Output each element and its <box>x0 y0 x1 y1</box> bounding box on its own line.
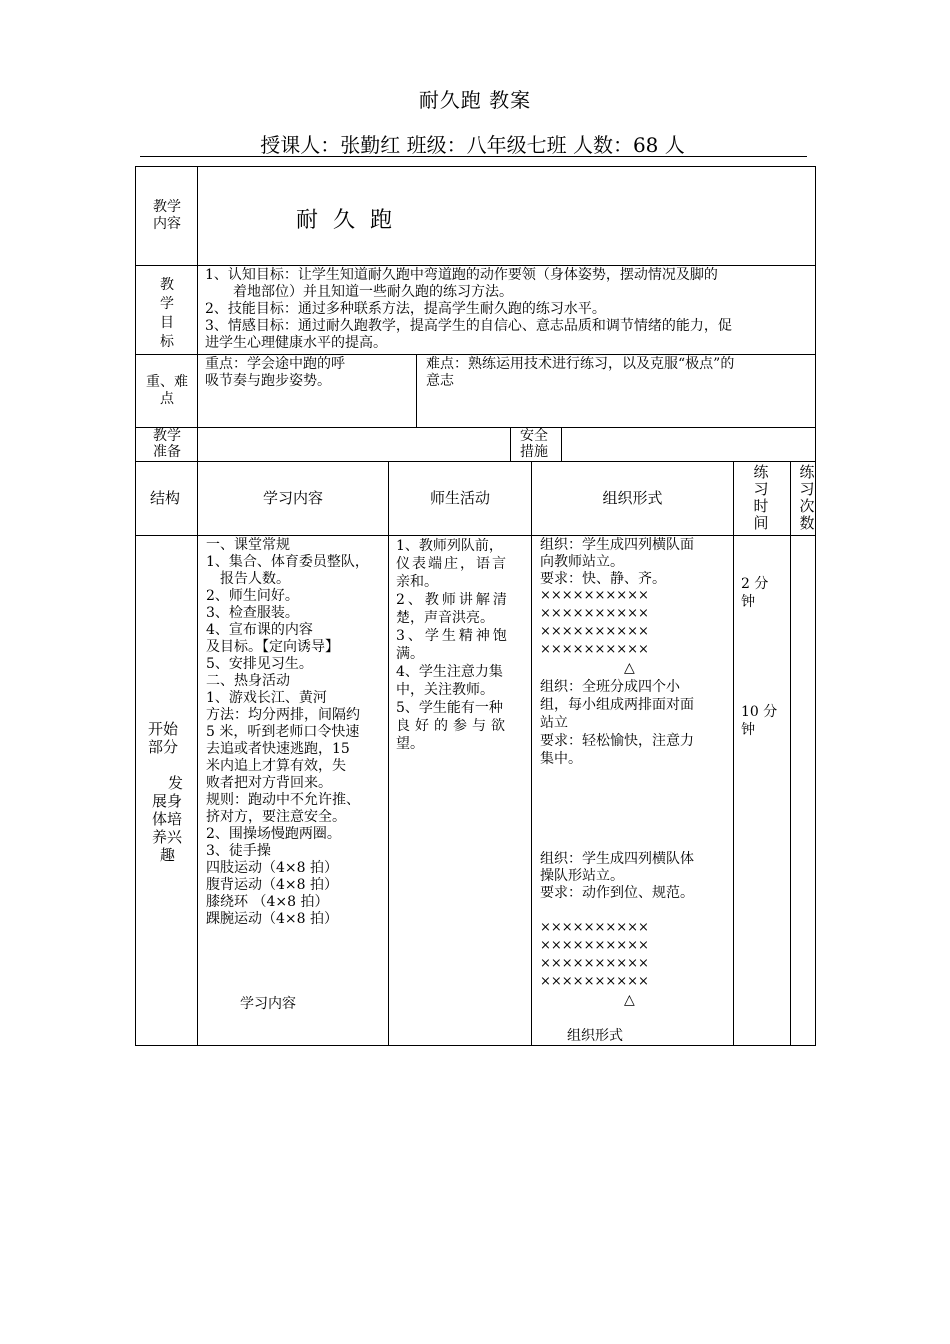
organization-block-2 <box>540 678 730 768</box>
goal-line: 2、技能目标：通过多种联系方法，提高学生耐久跑的练习水平。 <box>205 301 606 317</box>
structure-spacer <box>148 756 190 774</box>
practice-time-2 <box>741 703 787 739</box>
org-line: 向教师站立。 <box>540 554 624 570</box>
document-title: 耐久跑 教案 <box>418 88 532 112</box>
table-line <box>135 354 816 355</box>
time-line: 2 分 <box>741 576 769 592</box>
structure-line: 养兴 <box>152 828 183 846</box>
header-time: 练习时间 <box>753 463 769 532</box>
goal-line: 1、认知目标：让学生知道耐久跑中弯道跑的动作要领（身体姿势，摆动情况及脚的 <box>205 267 718 283</box>
header-structure: 结构 <box>150 489 181 507</box>
activity-line: 4、学生注意力集 <box>396 664 503 680</box>
table-line <box>135 535 816 536</box>
content-line: 去追或者快速逃跑，15 <box>206 741 350 757</box>
content-line: 二、热身活动 <box>206 673 290 689</box>
org-line: 要求：动作到位、规范。 <box>540 885 694 901</box>
activity-line: 亲和。 <box>396 574 438 590</box>
content-line: 4、宣布课的内容 <box>206 622 313 638</box>
header-content: 学习内容 <box>262 489 323 507</box>
formation-row: ×××××××××× <box>540 974 649 989</box>
goal-line: 进学生心理健康水平的提高。 <box>205 335 387 351</box>
content-line: 败者把对方背回来。 <box>206 775 332 791</box>
activity-line: 中，关注教师。 <box>396 682 494 698</box>
org-line: 组织：学生成四列横队体 <box>540 851 694 867</box>
document-subtitle: 授课人：张勤红 班级：八年级七班 人数：68 人 <box>260 133 685 157</box>
table-line <box>733 461 734 1045</box>
time-line: 钟 <box>741 594 755 610</box>
table-line <box>135 461 816 462</box>
structure-line: 体培 <box>152 810 183 828</box>
formation-row: ×××××××××× <box>540 956 649 971</box>
time-line: 10 分 <box>741 704 778 720</box>
goal-line: 着地部位）并且知道一些耐久跑的练习方法。 <box>233 284 513 300</box>
learning-content <box>206 537 384 928</box>
organization-block-3 <box>540 851 730 902</box>
table-line <box>388 461 389 1045</box>
content-line: 3、检查服装。 <box>206 605 299 621</box>
activity-line: 2、教师讲解清 <box>396 592 510 608</box>
practice-time-1 <box>741 575 787 611</box>
content-line: 2、师生问好。 <box>206 588 299 604</box>
content-footer: 学习内容 <box>240 996 296 1012</box>
key-difficulty-label: 重、难点 <box>146 374 188 407</box>
goals-text <box>205 267 811 352</box>
header-count: 练习次数 <box>799 463 815 532</box>
header-activity: 师生活动 <box>429 489 490 507</box>
content-label: 教学内容 <box>153 199 181 232</box>
activity-line: 5、学生能有一种 <box>396 700 503 716</box>
formation-row: ×××××××××× <box>540 920 649 935</box>
lesson-topic: 耐 久 跑 <box>296 208 396 233</box>
table-line <box>135 265 816 266</box>
key-point-line: 重点：学会途中跑的呼 <box>205 356 345 372</box>
difficulty-line: 难点：熟练运用技术进行练习，以及克服“极点”的 <box>426 356 735 372</box>
structure-line: 部分 <box>148 738 179 756</box>
table-line <box>416 354 417 427</box>
content-line: 膝绕环 （4×8 拍） <box>206 894 329 910</box>
org-line: 组织：学生成四列横队面 <box>540 537 694 553</box>
org-line: 要求：轻松愉快，注意力 <box>540 733 694 749</box>
table-line <box>135 427 816 428</box>
table-line <box>561 427 562 461</box>
formation-row: ×××××××××× <box>540 624 649 639</box>
difficulty-text <box>426 356 810 390</box>
content-line: 四肢运动（4×8 拍） <box>206 860 338 876</box>
org-line: 操队形站立。 <box>540 868 624 884</box>
table-line <box>197 166 198 1045</box>
table-line <box>531 461 532 1045</box>
content-line: 2、围操场慢跑两圈。 <box>206 826 341 842</box>
org-line: 组，每小组成两排面对面 <box>540 697 694 713</box>
org-line: 站立 <box>540 715 568 731</box>
structure-line: 趣 <box>160 846 176 864</box>
title-underline <box>140 156 807 157</box>
key-point-text <box>205 356 411 390</box>
content-line: 报告人数。 <box>220 571 290 587</box>
content-line: 5、安排见习生。 <box>206 656 313 672</box>
content-line: 腹背运动（4×8 拍） <box>206 877 338 893</box>
content-line: 米内追上才算有效，失 <box>206 758 346 774</box>
content-line: 3、徒手操 <box>206 843 271 859</box>
prep-label: 教学准备 <box>153 428 181 460</box>
org-line: 要求：快、静、齐。 <box>540 571 666 587</box>
goal-line: 3、情感目标：通过耐久跑教学，提高学生的自信心、意志品质和调节情绪的能力，促 <box>205 318 732 334</box>
content-line: 5 米，听到老师口令快速 <box>206 724 360 740</box>
formation-grid-1 <box>540 587 649 659</box>
time-line: 钟 <box>741 722 755 738</box>
goals-label: 教学目标 <box>160 277 174 350</box>
formation-grid-2 <box>540 919 649 991</box>
teacher-position-icon: △ <box>624 660 635 676</box>
content-line: 挤对方，要注意安全。 <box>206 809 346 825</box>
activity-line: 1、教师列队前， <box>396 538 503 554</box>
activity-line: 楚，声音洪亮。 <box>396 610 494 626</box>
formation-row: ×××××××××× <box>540 588 649 603</box>
structure-line: 开始 <box>148 720 179 738</box>
activity-line: 望。 <box>396 736 424 752</box>
content-line: 1、集合、体育委员整队， <box>206 554 369 570</box>
organization-footer: 组织形式 <box>567 1028 623 1044</box>
activity-line: 良好的参与欲 <box>396 718 510 734</box>
formation-row: ×××××××××× <box>540 938 649 953</box>
activity-line: 满。 <box>396 646 424 662</box>
structure-line: 展身 <box>152 792 183 810</box>
difficulty-line: 意志 <box>426 373 454 389</box>
activity-line: 仪表端庄，语言 <box>396 556 508 572</box>
table-border-top <box>135 166 816 167</box>
structure-text <box>148 720 190 864</box>
table-line <box>790 461 791 1045</box>
key-point-line: 吸节奏与跑步姿势。 <box>205 373 331 389</box>
organization-block-1 <box>540 537 730 588</box>
safety-label: 安全措施 <box>520 428 548 460</box>
table-border-left <box>135 166 136 1045</box>
formation-row: ×××××××××× <box>540 642 649 657</box>
content-line: 1、游戏长江、黄河 <box>206 690 327 706</box>
table-line <box>510 427 511 461</box>
content-line: 一、课堂常规 <box>206 537 290 553</box>
content-line: 方法：均分两排，间隔约 <box>206 707 360 723</box>
content-line: 踝腕运动（4×8 拍） <box>206 911 338 927</box>
activity-line: 3、学生精神饱 <box>396 628 510 644</box>
org-line: 组织：全班分成四个小 <box>540 679 680 695</box>
org-line: 集中。 <box>540 751 582 767</box>
table-border-bottom <box>135 1045 816 1046</box>
content-line: 规则：跑动中不允许推、 <box>206 792 360 808</box>
table-border-right <box>815 166 816 1045</box>
header-organization: 组织形式 <box>602 489 663 507</box>
content-line: 及目标。【定向诱导】 <box>206 639 339 655</box>
structure-line: 发 <box>168 774 184 792</box>
formation-row: ×××××××××× <box>540 606 649 621</box>
teacher-student-activity <box>396 537 524 753</box>
teacher-position-icon: △ <box>624 992 635 1008</box>
